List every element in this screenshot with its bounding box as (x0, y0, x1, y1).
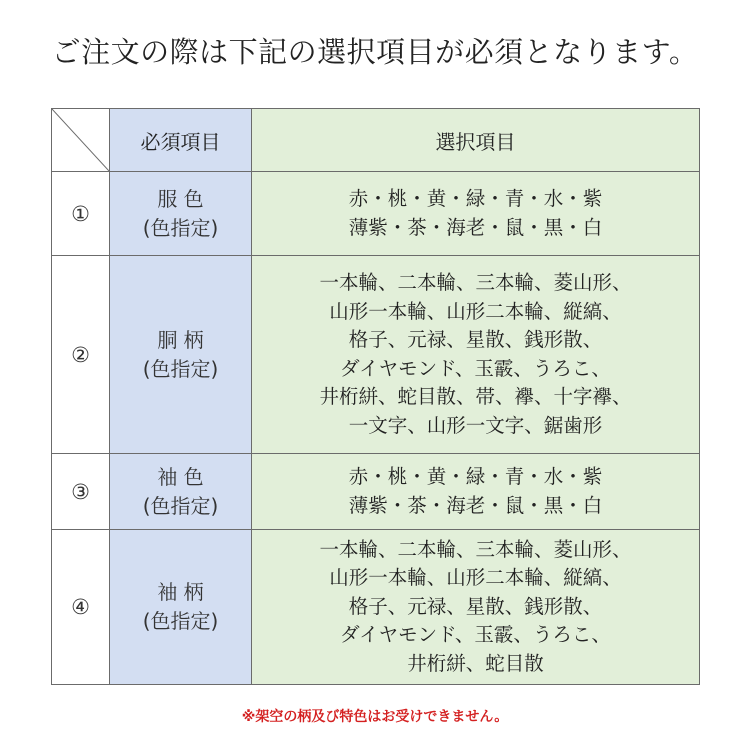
selection-cell (252, 172, 700, 256)
row-number: ③ (52, 454, 110, 530)
selection-line: 一本輪、二本輪、三本輪、菱山形、 (319, 271, 632, 294)
selection-line: ダイヤモンド、玉霰、うろこ、 (340, 356, 611, 380)
selection-line: 格子、元禄、星散、銭形散、 (348, 328, 603, 351)
required-item-cell (110, 256, 252, 454)
required-item-name: 袖 色 (157, 464, 204, 489)
required-item-note: (色指定) (142, 493, 219, 518)
row-number: ① (52, 172, 110, 256)
row-number: ④ (52, 530, 110, 685)
selection-line: 一文字、山形一文字、鋸歯形 (348, 413, 603, 437)
selection-line: 格子、元禄、星散、銭形散、 (348, 594, 603, 618)
page-heading: ご注文の際は下記の選択項目が必須となります。 (51, 35, 699, 69)
row-number: ② (52, 256, 110, 454)
table-row (52, 256, 700, 454)
selection-line: 薄紫・茶・海老・鼠・黒・白 (348, 493, 603, 517)
selection-line: 井桁絣、蛇目散、帯、襷、十字襷、 (319, 385, 632, 408)
selection-line: 薄紫・茶・海老・鼠・黒・白 (348, 215, 603, 239)
table-row (52, 530, 700, 685)
footnote-warning: ※架空の柄及び特色はお受けできません。 (241, 709, 509, 725)
selection-cell (252, 530, 700, 685)
required-item-cell (110, 530, 252, 685)
selection-line: 一本輪、二本輪、三本輪、菱山形、 (319, 537, 632, 561)
selection-line: 赤・桃・黄・緑・青・水・紫 (348, 465, 603, 488)
selection-cell (252, 454, 700, 530)
selection-line: ダイヤモンド、玉霰、うろこ、 (340, 623, 611, 647)
required-item-note: (色指定) (142, 215, 219, 240)
diagonal-line (52, 109, 109, 171)
selection-line: 山形一本輪、山形二本輪、縦縞、 (329, 299, 622, 323)
header-required-items: 必須項目 (110, 109, 252, 172)
required-item-cell (110, 172, 252, 256)
required-item-name: 袖 柄 (157, 580, 204, 604)
table-row (52, 454, 700, 530)
required-item-name: 服 色 (157, 186, 204, 211)
selection-cell (252, 256, 700, 454)
required-item-note: (色指定) (142, 356, 219, 381)
header-selection-items: 選択項目 (252, 109, 700, 172)
table-row (52, 172, 700, 256)
selection-line: 山形一本輪、山形二本輪、縦縞、 (329, 566, 622, 590)
required-item-cell (110, 454, 252, 530)
required-item-name: 胴 柄 (157, 327, 204, 352)
corner-cell (52, 109, 110, 172)
table-header-row (52, 109, 700, 172)
required-item-note: (色指定) (142, 609, 219, 633)
required-items-table (51, 108, 700, 685)
selection-line: 赤・桃・黄・緑・青・水・紫 (348, 187, 603, 210)
selection-line: 井桁絣、蛇目散 (407, 651, 544, 675)
